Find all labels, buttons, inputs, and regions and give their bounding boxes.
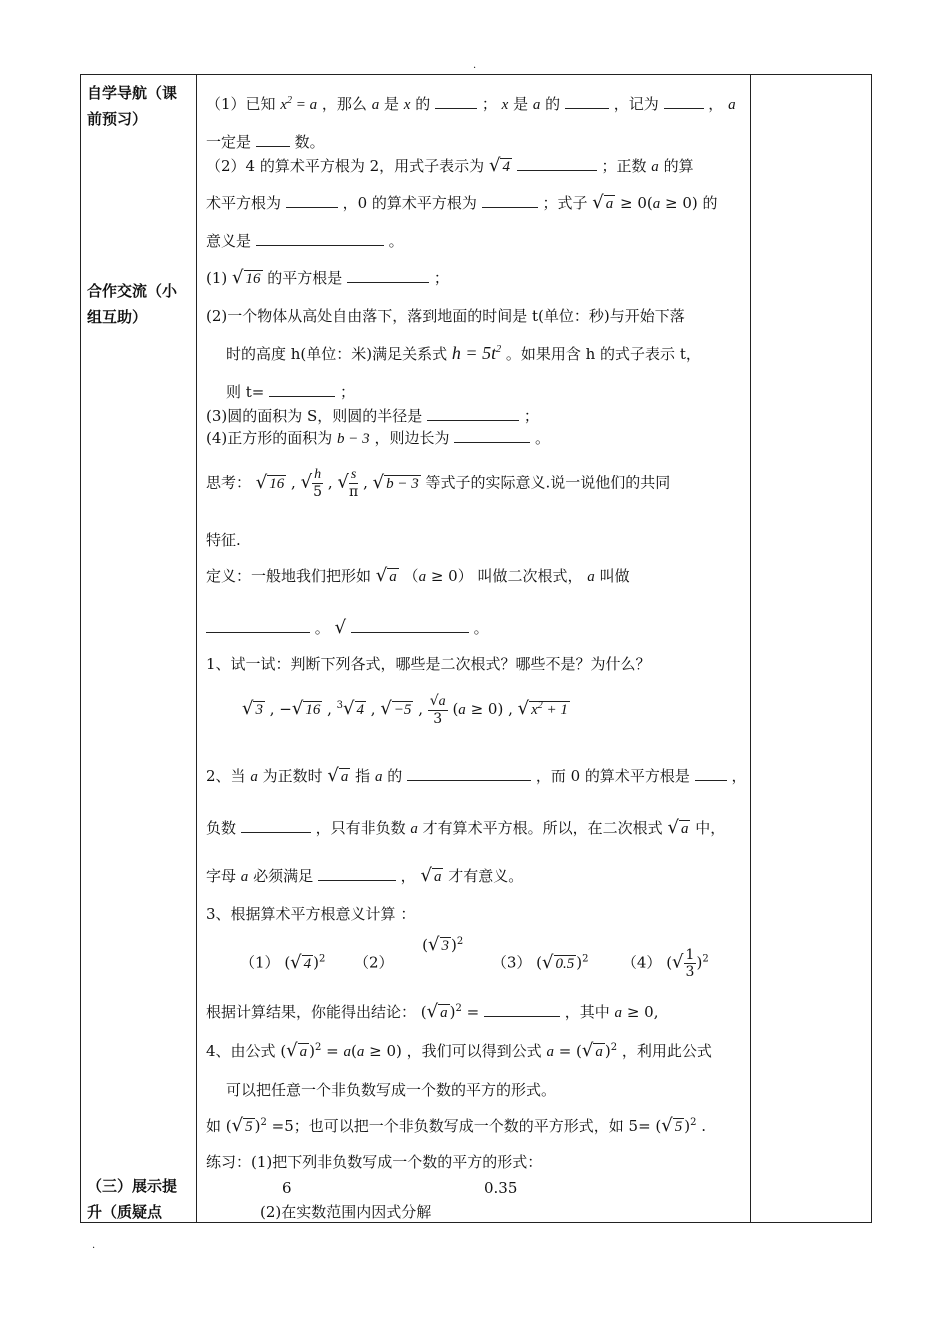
cube-root-expr: $^3$√ 4	[336, 698, 365, 719]
preview-q1-line2	[206, 131, 325, 152]
text: 负数	[206, 819, 237, 837]
answer-blank[interactable]	[286, 193, 338, 208]
text: ，只有非负数	[315, 819, 406, 837]
think-line: 思考： √ 16 , √ $\frac{h}{5}$ , √ $\frac{s}{\pi}$ , √ b − 3 等式子的实际意义.说一说他们的共同	[206, 467, 671, 500]
section-label-line: 升（质疑点	[87, 1203, 163, 1221]
text: 。如果用含 h 的式子表示 t，	[505, 345, 701, 363]
footer-dot: .	[92, 1240, 96, 1251]
text: 4、由公式	[206, 1042, 276, 1060]
think-line2: 特征.	[206, 531, 241, 549]
math: b − 3	[337, 431, 370, 447]
text: .	[701, 1117, 707, 1135]
sqrt-expr: √ 3	[242, 698, 263, 719]
sqrt-expr: √ 5	[661, 1115, 683, 1136]
section-show-label	[87, 1173, 195, 1225]
section-label-line: 合作交流（小	[87, 282, 178, 300]
text: (4)正方形的面积为	[206, 429, 333, 447]
sqrt-expr: √ $\frac{1}{3}$	[672, 947, 695, 980]
text: ，而 0 的算术平方根是	[535, 767, 690, 785]
sqrt-expr: √ 16	[255, 471, 285, 493]
text: 。	[473, 619, 489, 637]
math: a	[240, 869, 249, 885]
math: a	[728, 97, 736, 113]
answer-blank[interactable]	[241, 818, 311, 833]
math: a	[587, 569, 595, 585]
sqrt-expr: √ a	[592, 192, 614, 213]
exercise-2-line1	[206, 765, 747, 786]
sqrt-symbol: √	[334, 617, 347, 638]
sqrt-expr: √ 4	[290, 951, 312, 973]
math: a	[614, 1005, 623, 1021]
text: 的算	[663, 157, 694, 175]
exercise-1-title: 1、试一试：判断下列各式，哪些是二次根式？哪些不是？为什么？	[206, 655, 651, 673]
text: 必须满足	[253, 867, 314, 885]
text: 数。	[294, 133, 325, 151]
text: 等式子的实际意义.说一说他们的共同	[425, 473, 671, 492]
text: ，	[708, 95, 724, 113]
exercise-3-items: （1） (√ 4 )$^2$ （2） (√ 3 )$^2$ （3） (√ 0.5 )$^2$ （4） (√ $\frac{1}{3}$ )$^2$	[240, 933, 709, 980]
text: 术平方根为	[206, 194, 282, 212]
answer-blank[interactable]	[517, 156, 597, 171]
text: 。	[388, 232, 404, 250]
answer-blank[interactable]	[435, 94, 477, 109]
preview-q2-line2	[206, 192, 718, 213]
sqrt-expr: √ 16	[291, 698, 321, 719]
text: （3）	[491, 953, 532, 972]
text: 叫做	[599, 567, 630, 585]
expr-raised: (√ 3 )$^2$	[422, 933, 464, 955]
sqrt-expr: √ a	[581, 1040, 603, 1061]
text: 才有算术平方根。所以，在二次根式	[422, 819, 663, 837]
group-q3	[206, 405, 539, 426]
exercise-2-line3	[206, 865, 523, 886]
practice-number-035: 0.35	[484, 1179, 518, 1197]
text: 的	[387, 767, 403, 785]
text: 的	[415, 95, 431, 113]
answer-blank[interactable]	[318, 866, 396, 881]
sqrt-expr: √ a	[375, 565, 397, 586]
text: ；	[481, 95, 497, 113]
group-q4	[206, 427, 550, 448]
answer-blank[interactable]	[351, 618, 469, 633]
exercise-4-line1: 4、由公式 (√ a )$^2$ = a(a ≥ 0) ，我们可以得到公式 a = (√ a )$^2$ ，利用此公式	[206, 1040, 712, 1061]
lesson-table	[80, 74, 872, 1223]
math: a	[410, 821, 418, 837]
text: ，	[400, 867, 416, 885]
text: ，那么	[321, 95, 367, 113]
sqrt-expr: √ $\frac{s}{\pi}$	[337, 467, 359, 500]
math: a	[250, 769, 258, 785]
answer-blank[interactable]	[484, 1002, 560, 1017]
text: 如	[206, 1117, 222, 1135]
text: （1）	[240, 953, 280, 972]
group-q2-line1: (2)一个物体从高处自由落下，落到地面的时间是 t(单位：秒)与开始下落	[206, 307, 685, 325]
sqrt-expr: √ $x^2 + 1$	[517, 698, 568, 719]
sqrt-expr: √ 16	[232, 267, 261, 288]
answer-blank[interactable]	[664, 94, 704, 109]
answer-blank[interactable]	[256, 231, 384, 246]
text: 定义：一般地我们把形如	[206, 567, 372, 585]
practice-factor: (2)在实数范围内因式分解	[260, 1203, 432, 1221]
text: 为正数时	[262, 767, 323, 785]
math: x	[403, 97, 411, 113]
group-q2-line3	[226, 381, 355, 402]
answer-blank[interactable]	[206, 618, 310, 633]
section-group-label	[87, 278, 195, 330]
math: a	[371, 97, 380, 113]
text: 的	[702, 194, 718, 212]
text: 的	[545, 95, 561, 113]
definition-line2	[206, 617, 489, 638]
text: 2、当	[206, 767, 246, 785]
section-preview-label	[87, 80, 195, 132]
sqrt-expr: √ −5	[380, 698, 412, 719]
math: $h = 5t^2$	[451, 343, 502, 363]
text: 是	[513, 95, 529, 113]
definition-line1: 定义：一般地我们把形如 √ a （a ≥ 0） 叫做二次根式， a 叫做	[206, 565, 630, 586]
group-q2-line2	[226, 343, 701, 364]
exercise-3-conclusion: 根据计算结果，你能得出结论： (√ a )$^2$ = ，其中 a ≥ 0,	[206, 1001, 659, 1022]
answer-blank[interactable]	[482, 193, 538, 208]
answer-blank[interactable]	[454, 428, 530, 443]
sqrt-expr: √ 0.5	[542, 951, 575, 973]
math: a	[374, 769, 383, 785]
exercise-4-line2: 可以把任意一个非负数写成一个数的平方的形式。	[226, 1081, 557, 1099]
text: ；	[433, 269, 449, 287]
math: a	[532, 97, 541, 113]
text: =5；也可以把一个非负数写成一个数的平方形式，如 5=	[271, 1117, 651, 1135]
fraction-expr: $\frac{√a}{3}$	[429, 693, 446, 727]
text: ；式子	[542, 194, 588, 212]
exercise-1-expressions: √ 3 , −√ 16 , $^3$√ 4 , √ −5 , $\frac{√a}{3}$ (a ≥ 0) , √ $x^2 + 1$	[242, 693, 568, 727]
text: （2）4 的算术平方根为 2，用式子表示为	[206, 157, 485, 175]
sqrt-expr: √ a	[426, 1001, 448, 1022]
text: ；正数	[601, 157, 647, 175]
header-dot: .	[473, 60, 477, 71]
text: 是	[383, 95, 399, 113]
text: 则 t=	[226, 383, 265, 401]
answer-blank[interactable]	[427, 406, 519, 421]
exercise-2-line2	[206, 817, 725, 838]
text: （4）	[621, 953, 662, 972]
text: 意义是	[206, 232, 252, 250]
text: ，0 的算术平方根为	[342, 194, 477, 212]
text: 时的高度 h(单位：米)满足关系式	[226, 345, 448, 363]
math: $x^2 = a$	[280, 95, 318, 113]
preview-q1-line1	[206, 93, 736, 114]
text: ，利用此公式	[621, 1042, 712, 1060]
text: 思考：	[206, 473, 252, 492]
text: 字母	[206, 867, 237, 885]
text: 的平方根是	[267, 269, 343, 287]
answer-blank[interactable]	[347, 268, 429, 283]
answer-blank[interactable]	[269, 382, 335, 397]
text: 指	[355, 767, 371, 785]
preview-q2-line1	[206, 155, 694, 176]
sqrt-expr: √ a	[286, 1040, 308, 1061]
text: 一定是	[206, 133, 252, 151]
section-label-line: （三）展示提	[87, 1177, 178, 1195]
text: ，记为	[613, 95, 659, 113]
sqrt-expr: √ a	[327, 765, 349, 786]
answer-blank[interactable]	[565, 94, 609, 109]
text: (1)	[206, 269, 228, 287]
sqrt-expr: √ a	[667, 817, 689, 838]
exercise-4-example: 如 (√ 5 )$^2$ =5；也可以把一个非负数写成一个数的平方形式，如 5= (√ 5 )$^2$ .	[206, 1115, 707, 1136]
section-label-line: 组互助）	[87, 308, 148, 326]
text: 才有意义。	[448, 867, 524, 885]
text: ；	[339, 383, 355, 401]
text: ，我们可以得到公式	[406, 1042, 542, 1060]
section-label-line: 前预习）	[87, 110, 148, 128]
text: 。	[535, 429, 551, 447]
text: ，	[731, 767, 747, 785]
practice-number-6: 6	[282, 1179, 292, 1197]
text: ，则边长为	[374, 429, 450, 447]
text: (3)圆的面积为 S，则圆的半径是	[206, 407, 423, 425]
text: ，其中	[564, 1003, 610, 1021]
math: x	[501, 97, 509, 113]
practice-line: 练习：(1)把下列非负数写成一个数的平方的形式：	[206, 1153, 543, 1171]
sqrt-expr: √ 5	[231, 1115, 253, 1136]
sqrt-expr: √ $\frac{h}{5}$	[300, 467, 323, 500]
text: 根据计算结果，你能得出结论：	[206, 1003, 417, 1021]
text: 。	[314, 619, 330, 637]
answer-blank[interactable]	[695, 766, 727, 781]
answer-blank[interactable]	[407, 766, 531, 781]
math: a	[651, 159, 659, 175]
sqrt-expr: √ b − 3	[372, 471, 419, 493]
text: 叫做二次根式，	[477, 567, 583, 585]
text: ；	[523, 407, 539, 425]
math: ≥ 0(a ≥ 0)	[620, 194, 698, 212]
answer-blank[interactable]	[256, 132, 290, 147]
sqrt-expr: √ 3	[428, 933, 449, 955]
sqrt-expr: √ a	[420, 865, 442, 886]
text: （1）已知	[206, 95, 276, 113]
section-label-line: 自学导航（课	[87, 84, 178, 102]
text: （2）	[354, 953, 394, 972]
group-q1	[206, 267, 449, 288]
exercise-3-title: 3、根据算术平方根意义计算 ：	[206, 905, 416, 923]
sqrt-expr: √ 4	[488, 155, 510, 176]
preview-q2-line3	[206, 230, 404, 251]
column-divider-1	[196, 75, 197, 1222]
text: 中，	[695, 819, 726, 837]
main-content	[206, 75, 826, 1224]
